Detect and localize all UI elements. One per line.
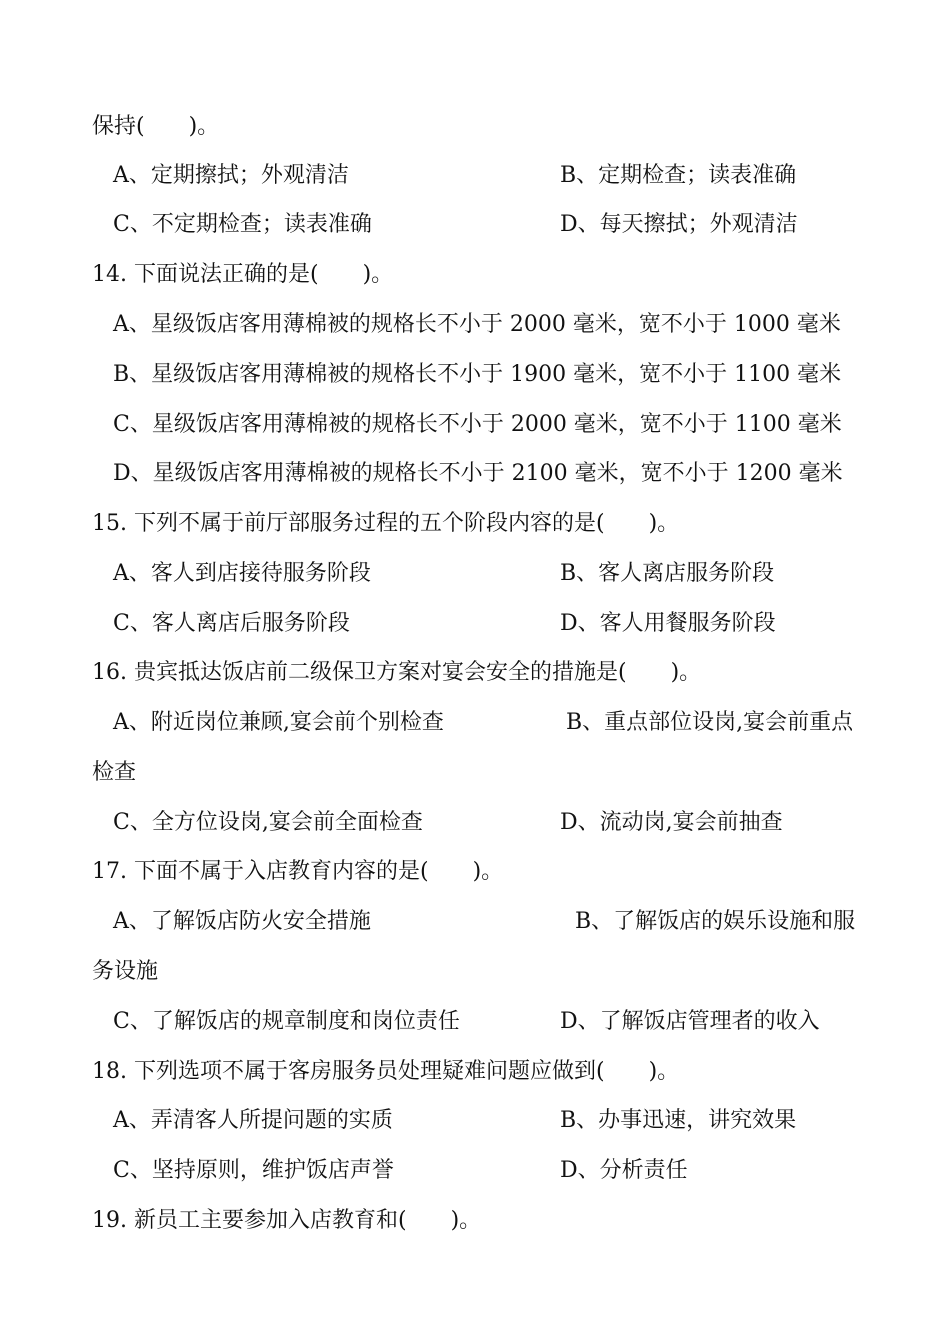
q17-option-b-wrap: 务设施 [92,959,159,984]
q17-option-d: D、了解饭店管理者的收入 [560,1009,820,1034]
question-14: 14. 下面说法正确的是( )。 [92,262,394,287]
q18-option-d: D、分析责任 [560,1158,688,1183]
q17-option-b: B、了解饭店的娱乐设施和服 [575,909,856,934]
q13-option-c: C、不定期检查；读表准确 [113,212,372,237]
q17-option-a: A、了解饭店防火安全措施 [113,909,371,934]
q14-option-c: C、星级饭店客用薄棉被的规格长不小于 2000 毫米，宽不小于 1100 毫米 [113,412,842,437]
q15-option-d: D、客人用餐服务阶段 [560,611,776,636]
q16-option-a: A、附近岗位兼顾,宴会前个别检查 [113,710,444,735]
q14-option-a: A、星级饭店客用薄棉被的规格长不小于 2000 毫米，宽不小于 1000 毫米 [113,312,841,337]
question-13-continuation: 保持( )。 [92,114,220,139]
q14-option-b: B、星级饭店客用薄棉被的规格长不小于 1900 毫米，宽不小于 1100 毫米 [113,362,842,387]
question-19: 19. 新员工主要参加入店教育和( )。 [92,1208,482,1233]
q16-option-c: C、全方位设岗,宴会前全面检查 [113,810,423,835]
q13-option-b: B、定期检查；读表准确 [560,163,797,188]
q18-option-b: B、办事迅速，讲究效果 [560,1108,797,1133]
question-18: 18. 下列选项不属于客房服务员处理疑难问题应做到( )。 [92,1059,680,1084]
q15-option-c: C、客人离店后服务阶段 [113,611,350,636]
question-16: 16. 贵宾抵达饭店前二级保卫方案对宴会安全的措施是( )。 [92,660,702,685]
q17-option-c: C、了解饭店的规章制度和岗位责任 [113,1009,460,1034]
q14-option-d: D、星级饭店客用薄棉被的规格长不小于 2100 毫米，宽不小于 1200 毫米 [113,461,843,486]
q18-option-a: A、弄清客人所提问题的实质 [113,1108,393,1133]
q13-option-a: A、定期擦拭；外观清洁 [113,163,349,188]
question-15: 15. 下列不属于前厅部服务过程的五个阶段内容的是( )。 [92,511,680,536]
q16-option-b-wrap: 检查 [92,760,137,785]
q13-option-d: D、每天擦拭；外观清洁 [560,212,798,237]
q15-option-a: A、客人到店接待服务阶段 [113,561,371,586]
q15-option-b: B、客人离店服务阶段 [560,561,775,586]
question-17: 17. 下面不属于入店教育内容的是( )。 [92,859,504,884]
q18-option-c: C、坚持原则，维护饭店声誉 [113,1158,394,1183]
q16-option-b: B、重点部位设岗,宴会前重点 [566,710,854,735]
q16-option-d: D、流动岗,宴会前抽查 [560,810,783,835]
